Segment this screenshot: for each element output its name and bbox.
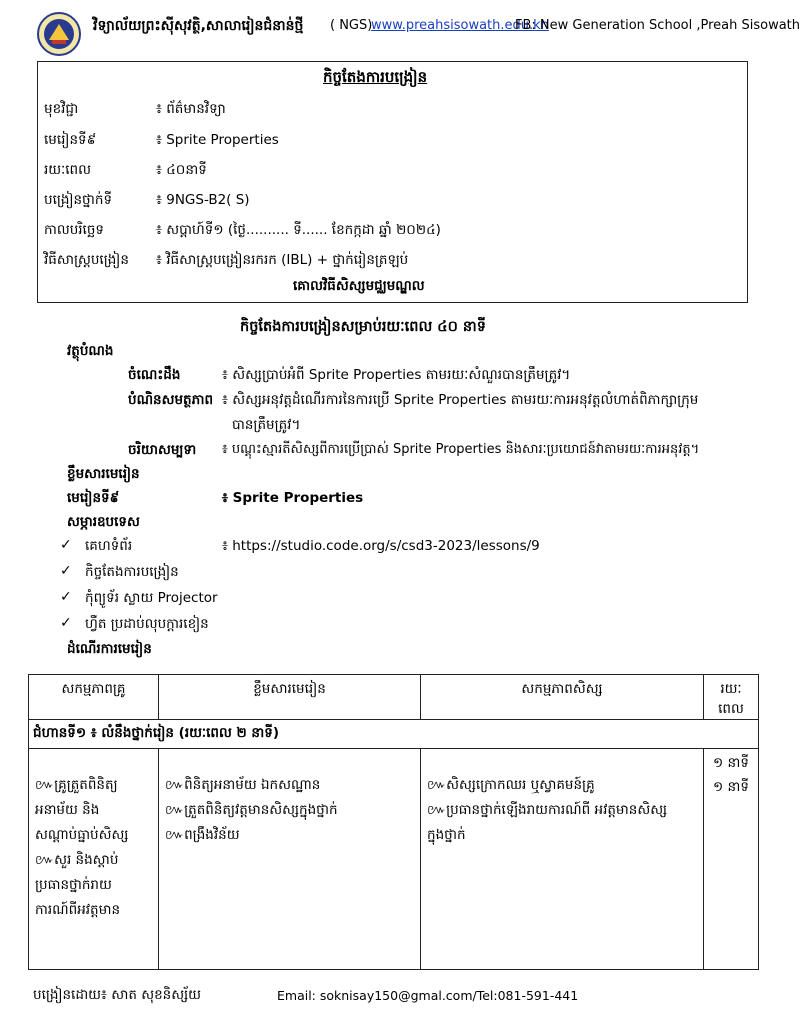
material-computer: កុំព្យូទ័រ ស្លាយ Projector xyxy=(85,590,218,606)
box-title: កិច្ចតែងការបង្រៀន xyxy=(323,68,428,86)
col-time: រយៈ ពេល xyxy=(704,675,759,720)
materials-heading: សម្ភារឧបទេស xyxy=(67,514,140,530)
skill-text-2: បានត្រឹមត្រូវ។ xyxy=(232,417,301,433)
time-cell xyxy=(704,749,759,970)
method-label: វិធីសាស្ត្របង្រៀន xyxy=(44,252,129,268)
lesson-line: ៚ពិនិត្យអនាម័យ ឯកសណ្ឋាន xyxy=(165,777,321,793)
attitude-label: ចរិយាសម្បទា xyxy=(128,442,197,458)
student-line: ៚សិស្សក្រោកឈរ ឬស្វាគមន៍គ្រូ xyxy=(427,777,595,793)
teacher-activity-cell xyxy=(29,749,159,970)
teacher-line: អនាម័យ និង xyxy=(35,802,100,818)
time-line: ១ នាទី xyxy=(713,779,749,795)
check-icon: ✓ xyxy=(60,615,72,631)
knowledge-text: ៖ សិស្សប្រាប់អំពី Sprite Properties តាមរយៈសំណួរបានត្រឹមត្រូវ។ xyxy=(222,367,571,383)
table-row xyxy=(29,749,759,970)
col-teacher-activity: សកម្មភាពគ្រូ xyxy=(29,675,159,720)
duration-label: រយៈពេល xyxy=(44,162,91,178)
subject-label: មុខវិជ្ជា xyxy=(44,101,79,117)
step1-title-row xyxy=(29,720,759,749)
material-lesson-plan: កិច្ចតែងការបង្រៀន xyxy=(85,564,179,580)
school-logo xyxy=(37,12,81,56)
time-line: ១ នាទី xyxy=(713,755,749,771)
table-header-row xyxy=(29,675,759,720)
website-link[interactable]: www.preahsisowath.edu.kh xyxy=(371,18,549,33)
facebook-label: FB: New Generation School ,Preah Sisowath xyxy=(515,18,800,33)
plan-title: កិច្ចតែងការបង្រៀនសម្រាប់រយៈពេល ៤០ នាទី xyxy=(240,319,486,335)
school-name: វិទ្យាល័យព្រះស៊ីសុវត្ថិ,សាលារៀនជំនាន់ថ្មី xyxy=(93,18,304,34)
teacher-name: បង្រៀនដោយ៖ សាត សុខនិស្ស័យ xyxy=(33,987,201,1003)
knowledge-label: ចំណេះដឹង xyxy=(128,367,181,383)
attitude-text: ៖ បណ្តុះស្មារតីសិស្សពីការប្រើប្រាស់ Sprite Properties និងសារៈប្រយោជន៍វាតាមរយៈការអនុវត្ត។ xyxy=(222,442,700,457)
method-value: ៖ វិធីសាស្រ្តបង្រៀនរករក (IBL) + ថ្នាក់រៀនត្រឡប់ xyxy=(156,252,409,268)
material-website-url[interactable]: ៖ https://studio.code.org/s/csd3-2023/lessons/9 xyxy=(222,538,540,554)
lesson-no-label: មេរៀនទី៩ xyxy=(44,132,97,148)
lesson-value: ៖ Sprite Properties xyxy=(222,490,364,506)
student-activity-cell xyxy=(421,749,704,970)
material-website: គេហទំព័រ xyxy=(85,538,133,554)
teacher-line: សណ្តាប់ធ្នាប់សិស្ស xyxy=(35,827,129,843)
objectives-heading: វត្ថុបំណង xyxy=(67,343,114,359)
procedure-heading: ដំណើរការមេរៀន xyxy=(67,641,152,657)
procedure-table xyxy=(28,674,759,970)
student-line: ក្នុងថ្នាក់ xyxy=(427,827,466,843)
teacher-line: ការណ៍ពីអវត្តមាន xyxy=(35,902,121,918)
box-footer: គោលវិធីសិស្សមជ្ឈមណ្ឌល xyxy=(293,278,425,294)
teacher-line: ៚សួរ និងស្តាប់ xyxy=(35,852,119,868)
teacher-line: ៚គ្រូត្រួតពិនិត្យ xyxy=(35,777,118,793)
lesson-no-value: ៖ Sprite Properties xyxy=(156,132,279,148)
lesson-label: មេរៀនទី៩ xyxy=(67,490,120,506)
material-marker: ហ្វឺត ប្រដាប់លុបក្តារខៀន xyxy=(85,616,209,632)
check-icon: ✓ xyxy=(60,563,72,579)
teacher-contact: Email: soknisay150@gmal.com/Tel:081-591-441 xyxy=(277,988,579,1003)
ngs-label: ( NGS) xyxy=(330,18,373,33)
student-line: ៚ប្រធានថ្នាក់ឡើងរាយការណ៍ពី អវត្តមានសិស្ស xyxy=(427,802,668,818)
step1-title: ជំហានទី១ ៖ លំនឹងថ្នាក់រៀន (រយៈពេល ២ នាទី) xyxy=(29,720,759,749)
date-value: ៖ សប្តាហ៍ទី១ (ថ្ងៃ.......... ទី...... ខែកក្កដា ឆ្នាំ ២០២៤) xyxy=(156,222,441,238)
lesson-line: ៚ពង្រឹងវិន័យ xyxy=(165,827,240,843)
lesson-info-box xyxy=(37,61,748,303)
skill-text-1: ៖ សិស្សអនុវត្តដំណើរការនៃការប្រើ Sprite Properties តាមរយៈការអនុវត្តលំហាត់ពិភាក្សាក្រុម xyxy=(222,392,699,408)
check-icon: ✓ xyxy=(60,537,72,553)
lesson-content-cell xyxy=(159,749,421,970)
class-label: បង្រៀនថ្នាក់ទី xyxy=(44,192,113,208)
col-lesson-content: ខ្លឹមសារមេរៀន xyxy=(159,675,421,720)
check-icon: ✓ xyxy=(60,589,72,605)
date-label: កាលបរិច្ឆេទ xyxy=(44,222,104,238)
class-value: ៖ 9NGS-B2( S) xyxy=(156,192,250,208)
skill-label: បំណិនសមត្ថភាព xyxy=(128,392,214,408)
col-student-activity: សកម្មភាពសិស្ស xyxy=(421,675,704,720)
lesson-line: ៚ត្រួតពិនិត្យវត្តមានសិស្សក្នុងថ្នាក់ xyxy=(165,802,338,818)
content-heading: ខ្លឹមសារមេរៀន xyxy=(67,466,140,482)
duration-value: ៖ ៤០នាទី xyxy=(156,162,207,178)
subject-value: ៖ ព័ត៌មានវិទ្យា xyxy=(156,101,226,117)
teacher-line: ប្រធានថ្នាក់រាយ xyxy=(35,877,112,893)
